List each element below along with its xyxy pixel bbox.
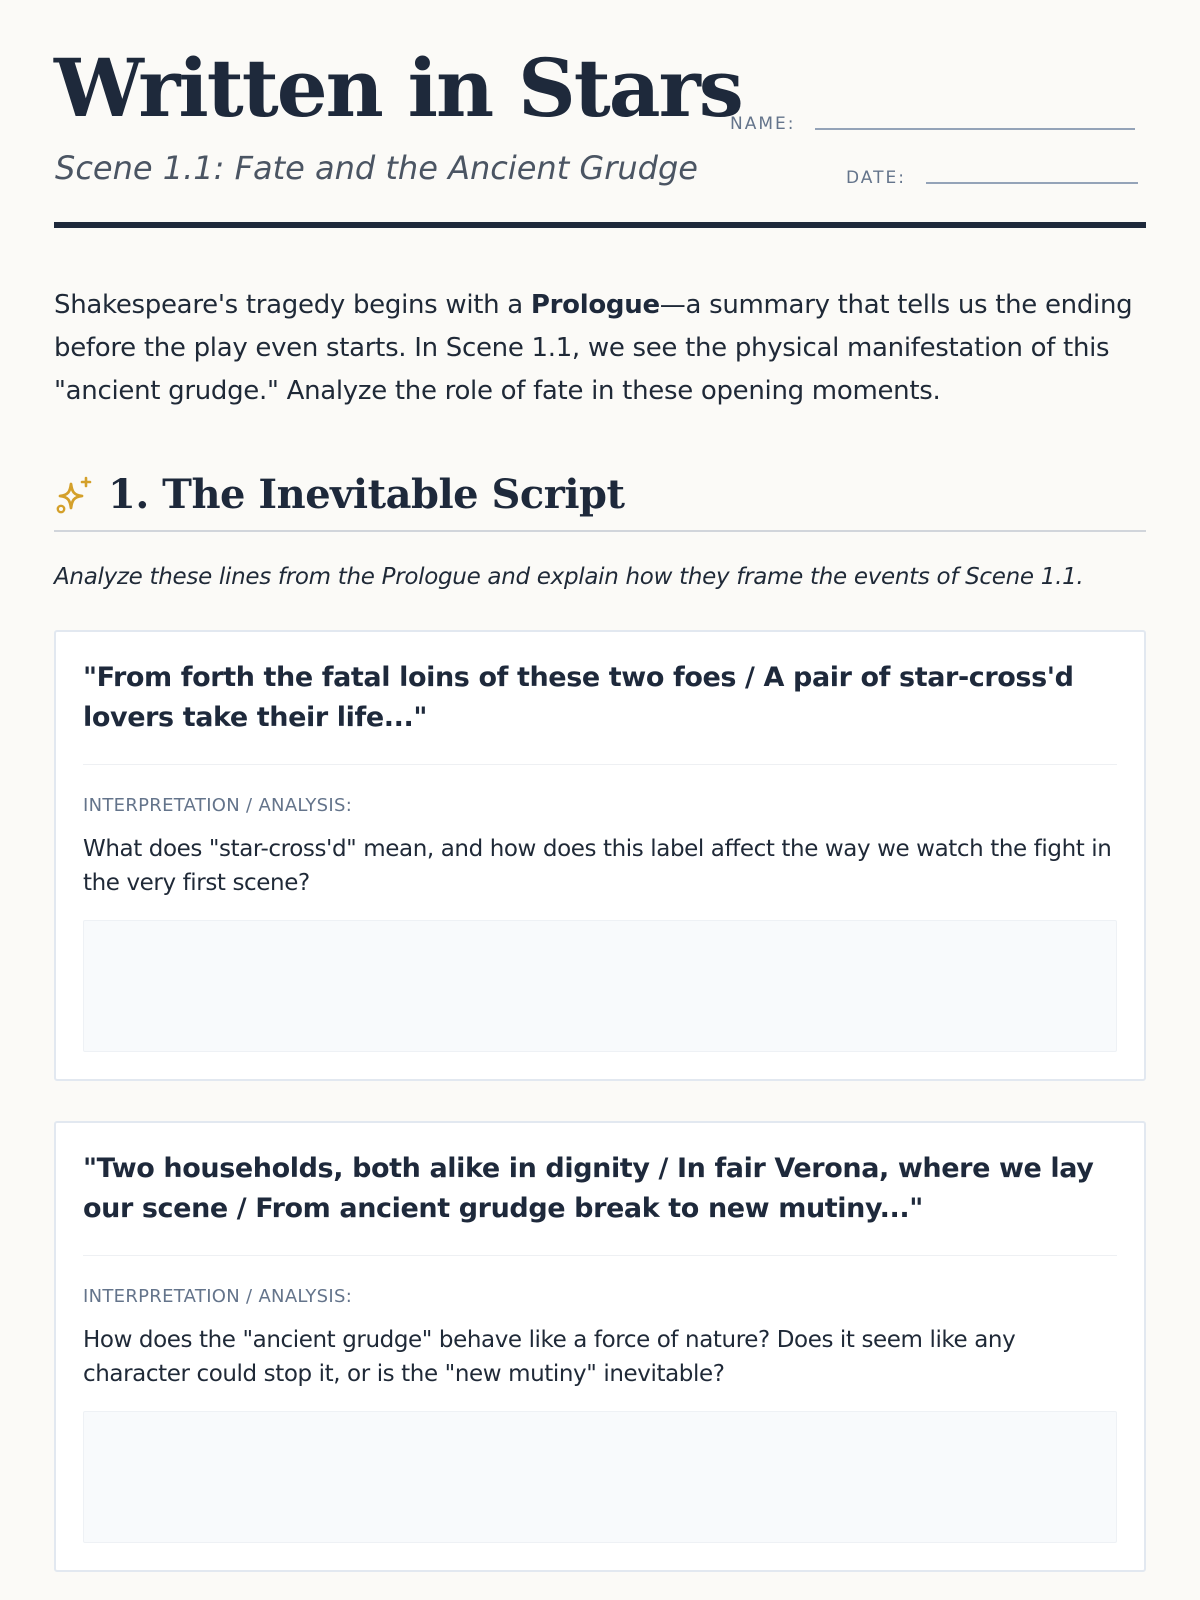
analysis-prompt: How does the "ancient grudge" behave like a force of nature? Does it seem like any character could stop it, or is the "new mutiny" inevitable?	[83, 1327, 1016, 1387]
date-field[interactable]	[846, 170, 1138, 187]
quote-card	[54, 1121, 1146, 1572]
name-field[interactable]	[730, 116, 1135, 133]
intro-text-after: —a summary that tells us the ending before the play even starts. In Scene 1.1, we see the physical manifestation of this "ancient grudge." Analyze the role of fate in these opening moments.	[54, 290, 1133, 406]
date-line[interactable]	[926, 182, 1138, 184]
quote-text: "Two households, both alike in dignity / In fair Verona, where we lay our scene / From ancient grudge break to new mutiny..."	[83, 1149, 1117, 1256]
worksheet-header	[54, 0, 1146, 228]
analysis-label: INTERPRETATION / ANALYSIS:	[83, 1286, 353, 1307]
page-title: Written in Stars	[54, 41, 742, 135]
section-instructions: Analyze these lines from the Prologue and explain how they frame the events of Scene 1.1.	[54, 564, 1084, 590]
quote-card	[54, 630, 1146, 1081]
intro-bold-term: Prologue	[530, 290, 660, 320]
analysis-label: INTERPRETATION / ANALYSIS:	[83, 795, 353, 816]
intro-text-before: Shakespeare's tragedy begins with a	[54, 290, 531, 320]
quote-text: "From forth the fatal loins of these two foes / A pair of star-cross'd lovers take their life..."	[83, 658, 1117, 765]
page-subtitle: Scene 1.1: Fate and the Ancient Grudge	[55, 149, 698, 187]
name-line[interactable]	[815, 128, 1135, 130]
answer-box[interactable]	[83, 1411, 1117, 1543]
intro-paragraph	[54, 284, 1144, 413]
section-heading	[54, 471, 1146, 532]
section-title: 1. The Inevitable Script	[108, 471, 625, 518]
date-label: DATE:	[846, 168, 906, 188]
sparkle-icon	[54, 475, 94, 515]
name-label: NAME:	[730, 114, 796, 134]
answer-box[interactable]	[83, 920, 1117, 1052]
analysis-prompt: What does "star-cross'd" mean, and how does this label affect the way we watch the fight in the very first scene?	[83, 836, 1112, 896]
